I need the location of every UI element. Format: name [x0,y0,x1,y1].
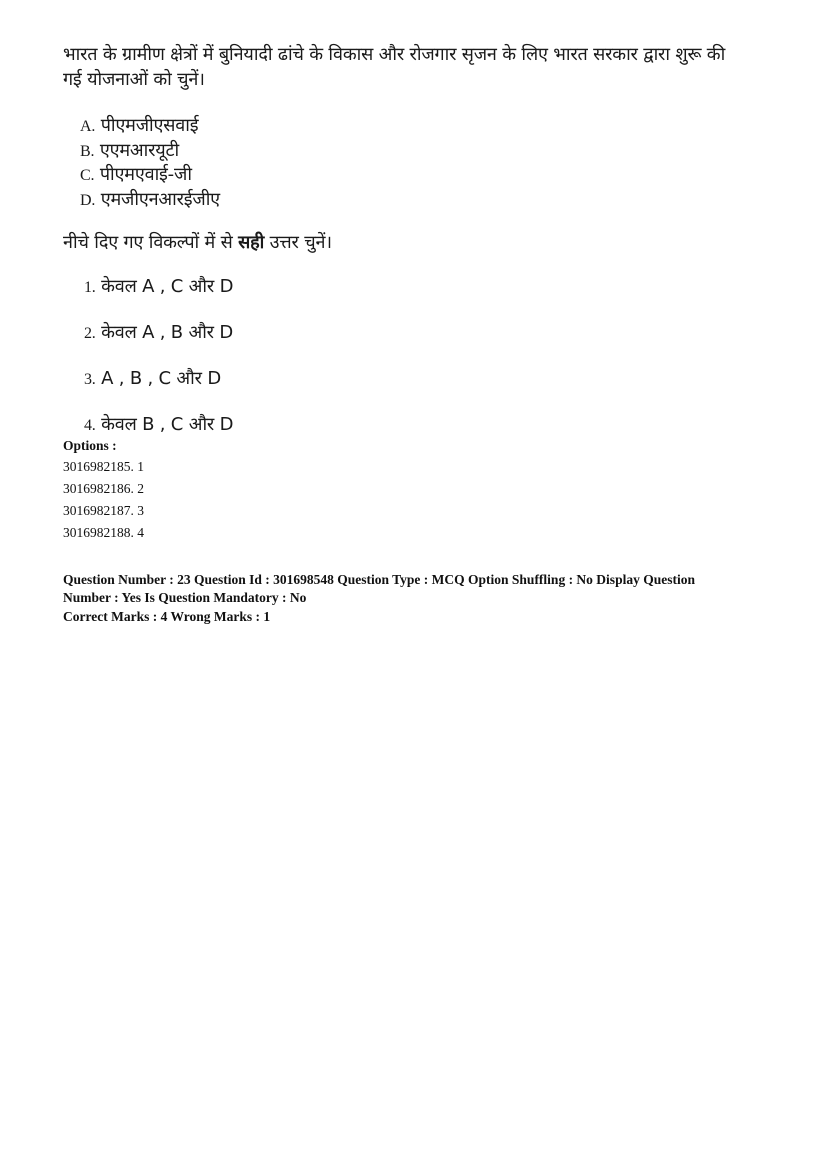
question-text-line-1: भारत के ग्रामीण क्षेत्रों में बुनियादी ढांचे के विकास और रोजगार सृजन के लिए भारत सरकार द्वारा शुरू की [63,44,726,65]
option-value: 3 [137,503,144,518]
statement-letter: A. [80,118,96,135]
statement-letter: C. [80,167,95,184]
instruction-bold: सही [238,232,265,253]
instruction-after: उत्तर चुनें। [264,232,332,253]
option-id: 3016982188. [63,525,134,540]
instruction [63,230,332,254]
choice-number: 3. [84,371,96,388]
choice-3 [84,366,221,390]
marks-line: Correct Marks : 4 Wrong Marks : 1 [63,609,271,624]
statement-text: पीएमजीएसवाई [100,115,199,136]
choice-text: केवल A , C और D [101,276,234,297]
choice-number: 4. [84,417,96,434]
choice-text: केवल A , B और D [101,322,234,343]
statement-a [80,113,198,137]
choice-number: 2. [84,325,96,342]
option-row [63,525,144,541]
option-value: 2 [137,481,144,496]
option-row [63,503,144,519]
statement-text: एमजीएनआरईजीए [100,189,220,210]
option-value: 4 [137,525,144,540]
statement-text: पीएमएवाई-जी [99,164,192,185]
statement-d [80,187,220,211]
choice-1 [84,274,233,298]
option-id: 3016982186. [63,481,134,496]
statement-c [80,162,192,186]
option-id: 3016982187. [63,503,134,518]
choice-number: 1. [84,279,96,296]
choice-4 [84,412,233,436]
question-text-line-2: गई योजनाओं को चुनें। [63,69,205,90]
question-meta-line-2: Number : Yes Is Question Mandatory : No [63,590,307,605]
statement-b [80,138,179,162]
option-row [63,459,144,475]
choice-2 [84,320,233,344]
options-label: Options : [63,438,117,453]
choice-text: A , B , C और D [101,368,221,389]
instruction-before: नीचे दिए गए विकल्पों में से [63,232,239,253]
option-id: 3016982185. [63,459,134,474]
statement-letter: B. [80,143,95,160]
option-row [63,481,144,497]
statement-letter: D. [80,192,96,209]
question-meta-line-1: Question Number : 23 Question Id : 301698548 Question Type : MCQ Option Shuffling : No Display Question [63,572,695,587]
option-value: 1 [137,459,144,474]
statement-text: एएमआरयूटी [99,140,180,161]
choice-text: केवल B , C और D [101,414,234,435]
